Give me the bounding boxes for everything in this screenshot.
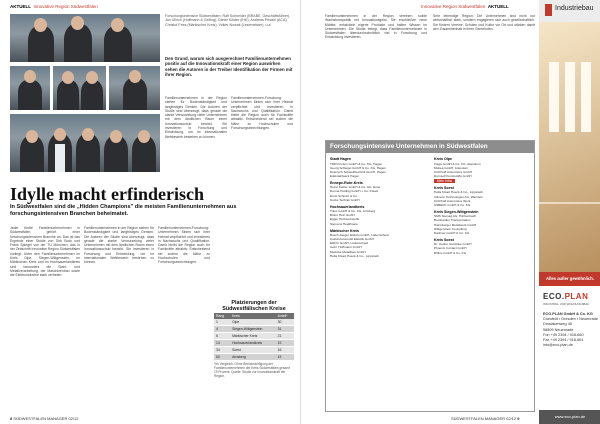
topic-label: Innovative Region Südwestfalen — [33, 4, 98, 9]
box-column-right — [434, 157, 530, 258]
page-footer — [451, 416, 520, 421]
ad-header — [539, 0, 600, 22]
ad-website-link[interactable]: www.eco-plan.de — [539, 410, 600, 424]
list-item: Heinz Kettler GmbH & Co. KG, Ense — [330, 185, 381, 190]
list-item: Trilux GmbH & Co. KG, Arnsberg — [330, 209, 376, 214]
ad-title: Industriebau — [555, 5, 594, 12]
ad-building-photo — [539, 22, 600, 272]
list-item: SMS Siemag AG, Hilchenbach — [434, 214, 476, 219]
list-item: Dolezych Schweißtechnik GmbH, Hagen — [330, 169, 386, 174]
list-item: Phoenix Contact GmbH — [434, 246, 467, 251]
body-column-1b: Familienunternehmen in der Region stehen für Bodenständigkeit und langfristiges Denken. Die Autoren der Studie sind überzeugt, dass gerade die starke Verwurzelung vieler Unternehmen mit dem ländlichen Raum einen Innovationsschub bewirkt. Sie investieren in Forschung und Entwicklung, um im internationalen Wettbewerb bestehen zu können. — [84, 226, 154, 265]
body-column-2: Familienunternehmen in der Region stehen für Bodenständigkeit und langfristiges Denken. Die Autoren der Studie sind überzeugt, dass gerade die starke Verwurzelung vieler Unternehmen mit dem ländlichen Raum einen Innovationsschub bewirkt. Sie investieren in Forschung und Entwicklung, um im internationalen Wettbewerb bestehen zu können. — [165, 96, 227, 139]
table-row: 1 Olpe 30 — [214, 319, 294, 326]
ranking-table-grid — [214, 313, 294, 361]
region-group: Stadt Hagen TMD Friction GmbH & Co. KG, Hagen Georg Schlegel GmbH & Co. KG, Hagen Dolezych Schweißtechnik GmbH, Hagen Edelstahlwerk Hagen — [330, 157, 426, 178]
list-item: Kirchhoff Automotive GmbH — [434, 169, 473, 174]
portrait-photo-2 — [53, 66, 106, 110]
table-header: Kreis — [230, 313, 276, 319]
page-number: 9 — [517, 416, 520, 421]
ranking-table — [214, 300, 294, 378]
list-item: Egger Holzwerkstoffe — [330, 217, 360, 222]
list-item: Gebr. Hoffmann GmbH — [330, 245, 362, 250]
list-item: TMD Friction GmbH & Co. KG, Hagen — [330, 161, 383, 166]
running-head — [421, 4, 509, 9]
region-group: Kreis Soest Hella KGaA Hueck & Co., Lippstadt Infineon Technologies AG, Warstein Kirchhoff Automotive Werk ASBECK GmbH & Co. KG — [434, 186, 530, 207]
box-column-left — [330, 157, 426, 261]
ad-accent-block — [545, 4, 552, 16]
photo-caption: Forschungsintensive Südwestfalen: Ralf Schneider (BRABE, Geschäftsführer), Jan Ullrich (Hoffmann & Geiling), Dieter Köster (IHK), Andreas Prisahl (ACA), Christof Fees (Märkischer Kreis), Volker Nowak (Lesemeister), u.a. — [165, 14, 291, 27]
more-info-button[interactable]: Mehr Infos — [434, 179, 455, 183]
list-item: Brillux GmbH & Co. KG — [434, 250, 467, 255]
lead-paragraph: Den Grund, warum sich ausgerechnet Familienunternehmen positiv auf die Innovationskraft einer Region auswirken sehen die Autoren in der Treiber Identifikation der Firmen mit ihrer Region. — [165, 56, 293, 78]
region-group: Kreis Siegen-Wittgenstein SMS Siemag AG, Hilchenbach Bombardier Transportation Hainsberger Metallwerk GmbH Wittgenstein Consulting Dachser GmbH & Co. KG — [434, 210, 530, 235]
list-item: Bombardier Transportation — [434, 218, 471, 223]
table-row: 60 Arnsberg 15 — [214, 353, 294, 360]
list-item: Dorma Holding GmbH + Co. KGaA — [330, 189, 378, 194]
list-item: Hella KGaA Hueck & Co., Lippstadt — [434, 190, 483, 195]
group-photo-bottom — [10, 114, 160, 172]
list-item: Dr. Oetker Getränke GmbH — [434, 242, 472, 247]
table-header: Anteil* — [276, 313, 294, 319]
list-item: ERCO GmbH, Lüdenscheid — [330, 241, 369, 246]
list-item: Brilon Holz GmbH — [330, 213, 355, 218]
company-list-box — [325, 140, 535, 412]
table-row: 34 Soest 16 — [214, 346, 294, 353]
list-item: Hella KGaA Hueck & Co., Lippstadt — [330, 253, 379, 258]
list-item: Busch-Jaeger Elektro GmbH, Lüdenscheid — [330, 233, 389, 238]
portrait-photo-3 — [109, 66, 160, 110]
region-group: Märkischer Kreis Busch-Jaeger Elektro GmbH, Lüdenscheid Kostal Automobil Elektrik GmbH ERCO GmbH, Lüdenscheid Gebr. Hoffmann GmbH Medicke Metallbau GmbH Hella KGaA Hueck & Co., Lippstadt — [330, 229, 426, 258]
region-group: Kreis Soest Dr. Oetker Getränke GmbH Phoenix Contact GmbH Brillux GmbH & Co. KG — [434, 238, 530, 255]
list-item: Edelstahlwerk Hagen — [330, 173, 360, 178]
portrait-photo-1 — [10, 66, 50, 110]
list-item: Mubea GmbH, Attendorn — [434, 165, 469, 170]
table-header: Rang — [214, 313, 230, 319]
ad-tagline: Alles außer gewöhnlich. — [539, 272, 600, 286]
running-head — [10, 4, 98, 9]
list-item: Wittgenstein Consulting — [434, 226, 467, 231]
body-column-2: Sehr lebendige Region: Die Unternehmen sind nicht nur wirtschaftlich stark, sondern engagieren sich auch gesellschaftlich. Sie fördern Vereine, Schulen und Kultur vor Ort und stärken damit den Zusammenhalt in ihren Gemeinden. — [433, 14, 535, 31]
region-group: Kreis Olpe Viega GmbH & Co. KG, Attendorn Mubea GmbH, Attendorn Kirchhoff Automotive GmbH Dornseif Kunststoffe GmbH Mehr Infos — [434, 157, 530, 183]
headline: Idylle macht erfinderisch — [10, 184, 204, 204]
ad-logo: ECO.PLAN — [543, 292, 589, 301]
right-page — [300, 0, 600, 424]
box-title: Forschungsintensive Unternehmen in Südwestfalen — [326, 141, 534, 153]
body-column-1c: Familienunternehmen-Forschung: Unternehmen fühlen sich ihrer Heimat verpflichtet und investieren in Nachwuchs und Qualifikation. Damit bleibt die Region auch für Fachkräfte attraktiv. Entscheidend sei zudem die Nähe zu Hochschulen und Forschungseinrichtungen. — [158, 226, 210, 265]
table-row: 4 Siegen-Wittgenstein 31 — [214, 325, 294, 332]
issue-label: SÜDWESTFALEN MANAGER 02/12 — [13, 416, 79, 421]
list-item: Dornseif Kunststoffe GmbH — [434, 173, 472, 178]
list-item: Kostal Automobil Elektrik GmbH — [330, 237, 374, 242]
body-column-1: Jeder fünfte Familienunternehmen in Südwestfalen gehört einer forschungsintensiven Branche an. Das ist das Ergebnis einer Studie von Dirk Bock und Frank Spiegel von der TU München, das in der Zeitschrift Innovative Region Südwestfalen vorliegt. Unter den Familienunternehmen im Kreis Olpe, Siegen-Wittgenstein, im Märkischen Kreis und im Hochsauerlandkreis sind besonders die Stahl- und Metallverarbeitung, der Maschinenbau sowie die Elektroindustrie stark vertreten. — [10, 226, 80, 278]
ad-address: ECO.PLAN GmbH & Co. KG Coesfeld • Dresden • Neuenrade Dinslakenweg 45 58809 Neuenrade Fon +49 2394 / 918-660 Fax +49 2394 / 918-661 info@eco-plan.de — [543, 312, 599, 348]
list-item: Georg Schlegel GmbH & Co. KG, Hagen — [330, 165, 386, 170]
issue-label: SÜDWESTFALEN MANAGER 02/12 — [451, 416, 517, 421]
topic-label: Innovative Region Südwestfalen — [421, 4, 486, 9]
page-number: 8 — [10, 416, 13, 421]
list-item: ASBECK GmbH & Co. KG — [434, 202, 471, 207]
table-row: 14 Hochsauerlandkreis 19 — [214, 339, 294, 346]
body-column-1: Familienunternehmen in der Region vereinen solide Wachstumspolitik mit Innovationsgeist. Sie erschließen neue Märkte, entwickeln eigene Produkte und halten Wissen im Unternehmen. Die Studie belegt, dass Familienunternehmen in Südwestfalen überdurchschnittlich viel in Forschung und Entwicklung investieren. — [325, 14, 427, 40]
list-item: Kocks Technik GmbH — [330, 197, 360, 202]
page-footer — [10, 416, 79, 421]
body-column-3: Familienunternehmen-Forschung: Unternehmen fühlen sich ihrer Heimat verpflichtet und investieren in Nachwuchs und Qualifikation. Damit bleibt die Region auch für Fachkräfte attraktiv. Entscheidend sei zudem die Nähe zu Hochschulen und Forschungseinrichtungen. — [231, 96, 293, 131]
region-group: Hochsauerlandkreis Trilux GmbH & Co. KG, Arnsberg Brilon Holz GmbH Egger Holzwerkstoffe Siemens Healthcare — [330, 205, 426, 226]
subheadline: In Südwestfalen sind die „Hidden Champions" die meisten Familienunternehmen aus forschungsintensiven Branchen beheimatet. — [10, 204, 237, 217]
table-title: Platzierungen der Südwestfälischen Kreise — [222, 300, 286, 313]
list-item: Viega GmbH & Co. KG, Attendorn — [434, 161, 481, 166]
list-item: Medicke Metallbau GmbH — [330, 249, 366, 254]
table-row: 6 Märkischer Kreis 21 — [214, 332, 294, 339]
list-item: Dachser GmbH & Co. KG — [434, 230, 470, 235]
list-item: Infineon Technologies AG, Warstein — [434, 194, 483, 199]
list-item: Siemens Healthcare — [330, 221, 358, 226]
ad-logo-subline: INDUSTRIE- UND WOHNUNGSBAU — [543, 302, 590, 306]
section-label: AKTUELL — [10, 4, 31, 9]
section-label: AKTUELL — [487, 4, 509, 9]
region-group: Ennepe-Ruhr-Kreis Heinz Kettler GmbH & Co. KG, Ense Dorma Holding GmbH + Co. KGaA Ernst Schmitz & Co. Kocks Technik GmbH — [330, 181, 426, 202]
list-item: Hainsberger Metallwerk GmbH — [434, 222, 477, 227]
list-item: Kirchhoff Automotive Werk — [434, 198, 471, 203]
advertisement — [539, 0, 600, 424]
group-photo-top — [10, 14, 160, 62]
list-item: Ernst Schmitz & Co. — [330, 193, 358, 198]
table-note: *Im Vergleich: Ohne Berücksichtigung der Familienunternehmen der Kreis Südwestfalen gesamt 19 Prozent. Quelle: Studie zur Innovationskraft der Region. — [214, 361, 290, 378]
